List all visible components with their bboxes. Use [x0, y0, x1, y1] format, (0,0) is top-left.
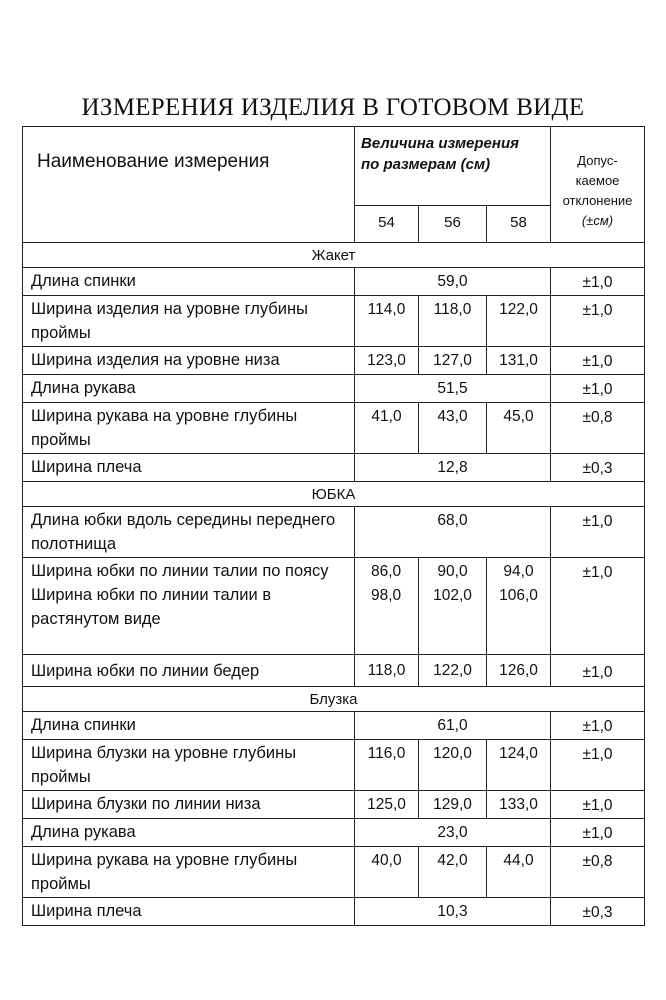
value-size-58: 126,0 [487, 655, 551, 687]
value-size-56: 127,0 [419, 347, 487, 375]
table-row [23, 712, 645, 740]
table-row [23, 791, 645, 819]
measurement-name: Ширина изделия на уровне глубины проймы [23, 296, 355, 347]
tolerance-value: ±1,0 [551, 740, 645, 791]
value-size-56: 118,0 [419, 296, 487, 347]
table-row [23, 403, 645, 454]
value-primary: 86,0 [371, 563, 402, 580]
table-row [23, 454, 645, 482]
section-header-jacket: Жакет [23, 243, 645, 268]
value-size-54: 116,0 [355, 740, 419, 791]
value-size-58: 45,0 [487, 403, 551, 454]
tolerance-value: ±1,0 [551, 347, 645, 375]
table-row [23, 268, 645, 296]
measurement-name-secondary: Ширина юбки по линии талии в растянутом виде [31, 586, 272, 628]
measurement-value: 23,0 [355, 819, 551, 847]
value-size-54: 123,0 [355, 347, 419, 375]
measurement-value: 12,8 [355, 454, 551, 482]
value-secondary: 106,0 [499, 587, 538, 604]
tolerance-value: ±0,3 [551, 454, 645, 482]
value-size-56: 120,0 [419, 740, 487, 791]
value-size-54: 118,0 [355, 655, 419, 687]
value-size-56 [419, 558, 487, 655]
measurement-table [22, 126, 645, 926]
tolerance-value: ±1,0 [551, 375, 645, 403]
header-tol-line-1: Допус- [577, 153, 618, 168]
measurement-name: Длина спинки [23, 712, 355, 740]
measurement-name: Ширина плеча [23, 898, 355, 926]
measurement-name: Ширина юбки по линии талии по поясу [31, 562, 329, 580]
value-size-58: 133,0 [487, 791, 551, 819]
header-size-54: 54 [355, 206, 419, 243]
table-row [23, 507, 645, 558]
header-tolerance [551, 127, 645, 243]
table-row [23, 898, 645, 926]
value-size-56: 129,0 [419, 791, 487, 819]
value-size-56: 122,0 [419, 655, 487, 687]
tolerance-value: ±0,3 [551, 898, 645, 926]
header-measurement-name: Наименование измерения [23, 127, 355, 243]
measurement-name: Длина рукава [23, 375, 355, 403]
value-size-58: 124,0 [487, 740, 551, 791]
measurement-name: Ширина изделия на уровне низа [23, 347, 355, 375]
measurement-value: 10,3 [355, 898, 551, 926]
measurement-name: Ширина блузки на уровне глубины проймы [23, 740, 355, 791]
value-primary: 94,0 [503, 563, 534, 580]
tolerance-value: ±1,0 [551, 268, 645, 296]
header-size-line-2: по размерам (см) [361, 156, 491, 173]
value-secondary: 102,0 [433, 587, 472, 604]
measurement-name: Ширина блузки по линии низа [23, 791, 355, 819]
table-row [23, 296, 645, 347]
table-row [23, 655, 645, 687]
value-size-58: 131,0 [487, 347, 551, 375]
value-size-54: 40,0 [355, 847, 419, 898]
measurement-name: Ширина плеча [23, 454, 355, 482]
header-size-58: 58 [487, 206, 551, 243]
tolerance-value: ±1,0 [551, 712, 645, 740]
tolerance-value: ±0,8 [551, 847, 645, 898]
document-title: ИЗМЕРЕНИЯ ИЗДЕЛИЯ В ГОТОВОМ ВИДЕ [81, 94, 585, 121]
header-tol-line-3: отклонение [562, 193, 633, 208]
tolerance-value: ±1,0 [551, 655, 645, 687]
table-row [23, 819, 645, 847]
value-primary: 90,0 [437, 563, 468, 580]
value-size-58 [487, 558, 551, 655]
measurement-value: 59,0 [355, 268, 551, 296]
measurement-name: Ширина рукава на уровне глубины проймы [23, 847, 355, 898]
value-size-54: 125,0 [355, 791, 419, 819]
table-row [23, 847, 645, 898]
table-row [23, 740, 645, 791]
measurement-name: Длина юбки вдоль середины переднего полотнища [23, 507, 355, 558]
header-tol-line-2: каемое [575, 173, 620, 188]
header-size-56: 56 [419, 206, 487, 243]
tolerance-value: ±1,0 [551, 507, 645, 558]
tolerance-value: ±0,8 [551, 403, 645, 454]
measurement-value: 61,0 [355, 712, 551, 740]
measurement-value: 68,0 [355, 507, 551, 558]
header-size-values [355, 127, 551, 206]
section-header-skirt: ЮБКА [23, 482, 645, 507]
tolerance-value: ±1,0 [551, 791, 645, 819]
value-secondary: 98,0 [371, 587, 402, 604]
value-size-58: 44,0 [487, 847, 551, 898]
measurement-name: Длина рукава [23, 819, 355, 847]
measurement-name: Ширина юбки по линии бедер [23, 655, 355, 687]
measurement-name-pair [23, 558, 355, 655]
measurement-name: Длина спинки [23, 268, 355, 296]
value-size-58: 122,0 [487, 296, 551, 347]
value-size-54: 41,0 [355, 403, 419, 454]
section-header-blouse: Блузка [23, 687, 645, 712]
table-row [23, 375, 645, 403]
header-tol-line-4: (±см) [581, 213, 614, 228]
value-size-54: 114,0 [355, 296, 419, 347]
value-size-54 [355, 558, 419, 655]
measurement-name: Ширина рукава на уровне глубины проймы [23, 403, 355, 454]
tolerance-value: ±1,0 [551, 296, 645, 347]
table-row [23, 347, 645, 375]
header-size-line-1: Величина измерения [361, 135, 519, 152]
tolerance-value: ±1,0 [551, 819, 645, 847]
measurement-value: 51,5 [355, 375, 551, 403]
tolerance-value: ±1,0 [551, 558, 645, 655]
value-size-56: 43,0 [419, 403, 487, 454]
value-size-56: 42,0 [419, 847, 487, 898]
table-row [23, 558, 645, 655]
